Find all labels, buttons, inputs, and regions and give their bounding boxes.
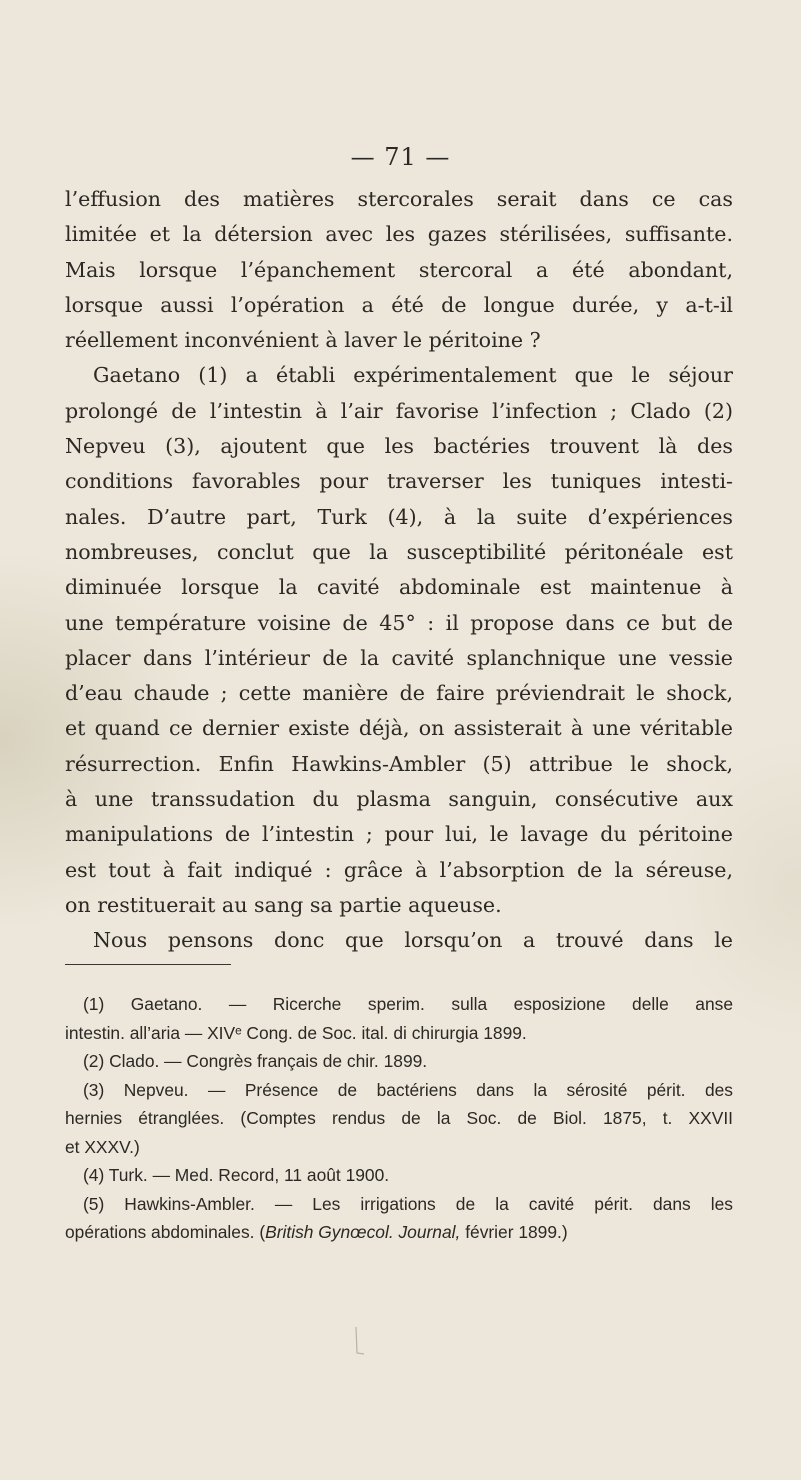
footnote-text: opérations abdominales. ( — [65, 1222, 266, 1242]
body-line: réellement inconvénient à laver le péritoine ? — [65, 328, 541, 353]
body-text — [65, 182, 733, 959]
body-line: nombreuses, conclut que la susceptibilité péritonéale est — [65, 539, 733, 564]
body-line: limitée et la détersion avec les gazes stérilisées, suffisante. — [65, 222, 733, 247]
footnote-line: (1) Gaetano. — Ricerche sperim. sulla esposizione delle anse — [83, 994, 733, 1014]
body-line: résurrection. Enfin Hawkins-Ambler (5) attribue le shock, — [65, 751, 733, 776]
body-line: Nous pensons donc que lorsqu’on a trouvé dans le — [93, 928, 733, 953]
footnote-line: hernies étranglées. (Comptes rendus de la Soc. de Biol. 1875, t. XXVII — [65, 1108, 733, 1128]
footnote-line: (3) Nepveu. — Présence de bactériens dans la sérosité périt. des — [83, 1079, 733, 1100]
footnote-line: intestin. all’aria — XIVᵉ Cong. de Soc. ital. di chirurgia 1899. — [65, 1022, 527, 1043]
body-line: à une transsudation du plasma sanguin, consécutive aux — [65, 787, 733, 812]
footnote-line: et XXXV.) — [65, 1136, 140, 1157]
page-number: — 71 — — [350, 143, 451, 171]
footnote-text: février 1899.) — [460, 1222, 568, 1242]
body-line: l’effusion des matières stercorales serait dans ce cas — [65, 187, 733, 211]
footnote-line: (2) Clado. — Congrès français de chir. 1899. — [83, 1051, 428, 1071]
pencil-mark-icon — [350, 1323, 370, 1363]
footnote-line: (5) Hawkins-Ambler. — Les irrigations de la cavité périt. dans les — [83, 1193, 733, 1214]
footnote-line — [65, 1218, 733, 1247]
body-line: on restituerait au sang sa partie aqueuse. — [65, 892, 502, 917]
body-line: manipulations de l’intestin ; pour lui, le lavage du péritoine — [65, 822, 733, 847]
body-line: Gaetano (1) a établi expérimentalement que le séjour — [93, 363, 733, 388]
body-line: lorsque aussi l’opération a été de longue durée, y a-t-il — [65, 292, 733, 317]
body-line: une température voisine de 45° : il propose dans ce but de — [65, 610, 733, 635]
journal-title: British Gynœcol. Journal, — [265, 1222, 461, 1242]
footnote-separator — [65, 964, 231, 965]
body-line: diminuée lorsque la cavité abdominale est maintenue à — [65, 575, 733, 600]
body-line: Nepveu (3), ajoutent que les bactéries trouvent là des — [65, 434, 733, 459]
body-line: d’eau chaude ; cette manière de faire préviendrait le shock, — [65, 681, 733, 706]
body-line: Mais lorsque l’épanchement stercoral a été abondant, — [65, 257, 733, 282]
body-line: prolongé de l’intestin à l’air favorise l’infection ; Clado (2) — [65, 398, 733, 423]
footnotes — [65, 990, 733, 1247]
body-line: et quand ce dernier existe déjà, on assisterait à une véritable — [65, 716, 733, 741]
body-line: est tout à fait indiqué : grâce à l’absorption de la séreuse, — [65, 857, 733, 882]
footnote-line: (4) Turk. — Med. Record, 11 août 1900. — [83, 1165, 390, 1185]
body-line: conditions favorables pour traverser les tuniques intesti- — [65, 469, 733, 494]
body-line: nales. D’autre part, Turk (4), à la suite d’expériences — [65, 504, 733, 529]
body-line: placer dans l’intérieur de la cavité splanchnique une vessie — [65, 645, 733, 670]
